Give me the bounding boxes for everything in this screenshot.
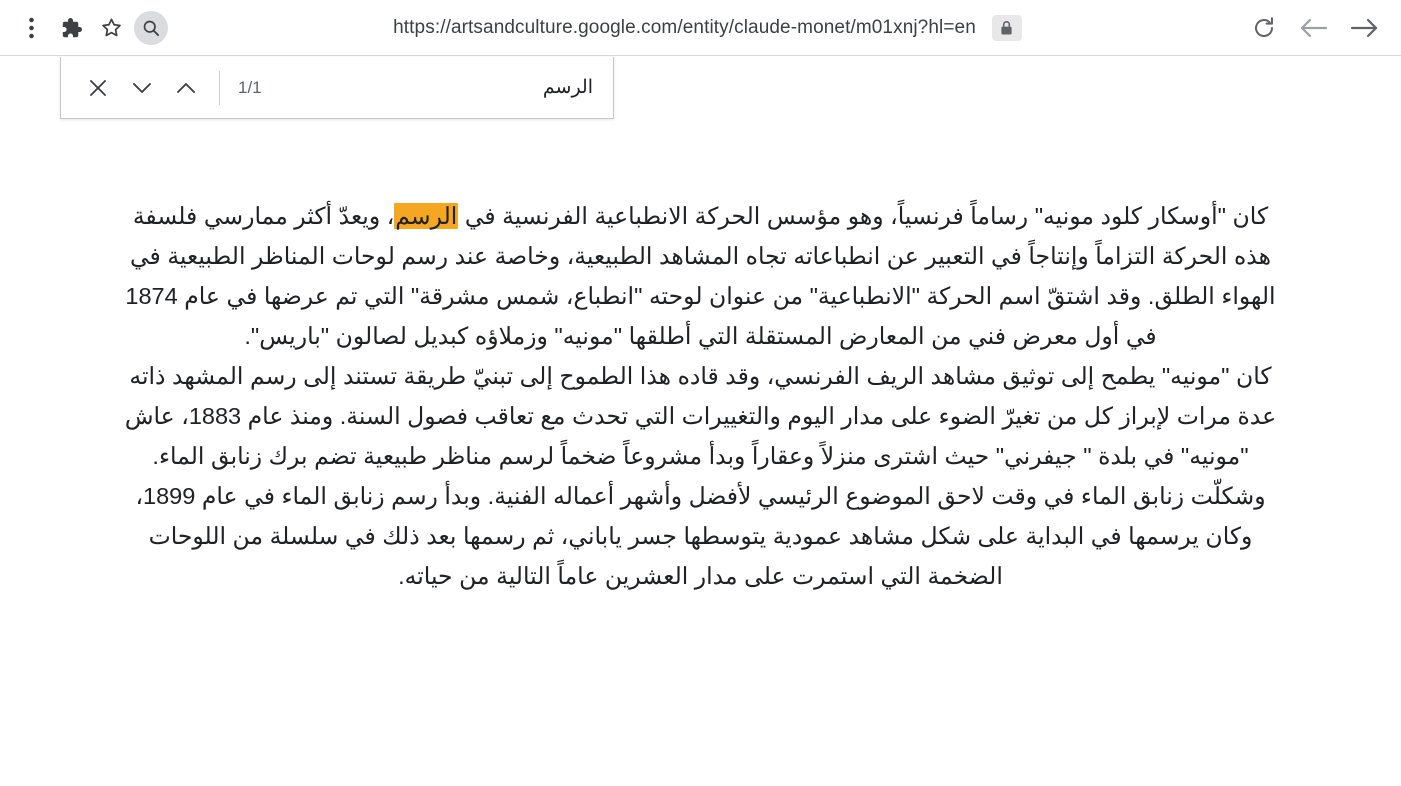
article-paragraph-2 [115, 356, 1287, 596]
lock-icon [992, 15, 1022, 41]
star-icon[interactable] [94, 11, 128, 45]
chevron-down-icon[interactable] [127, 73, 157, 103]
find-input-wrapper [262, 76, 613, 100]
chevron-up-icon[interactable] [171, 73, 201, 103]
puzzle-piece-icon[interactable] [54, 11, 88, 45]
article-paragraph-1 [115, 196, 1287, 356]
browser-toolbar [0, 0, 1401, 56]
search-highlight: الرسم [395, 203, 458, 229]
toolbar-right-group [1247, 11, 1401, 45]
back-arrow-icon[interactable] [1297, 11, 1331, 45]
find-input[interactable] [262, 76, 595, 100]
forward-arrow-icon[interactable] [1347, 11, 1381, 45]
kebab-menu-icon[interactable] [14, 11, 48, 45]
find-match-count: 1/1 [238, 77, 262, 97]
address-bar-url: https://artsandculture.google.com/entity/claude-monet/m01xnj?hl=en [393, 16, 976, 38]
find-bar [60, 57, 614, 119]
page-content [0, 56, 1401, 596]
find-bar-controls [61, 73, 201, 103]
reload-icon[interactable] [1247, 11, 1281, 45]
toolbar-left-group [0, 11, 168, 45]
paragraph-1-segment-1: كان "أوسكار كلود مونيه" رساماً فرنسياً، وهو مؤسس الحركة الانطباعية الفرنسية في [458, 203, 1269, 229]
article-body [115, 196, 1287, 596]
paragraph-2-segment-1: كان "مونيه" يطمح إلى توثيق مشاهد الريف الفرنسي، وقد قاده هذا الطموح إلى تبنيّ طريقة تستند إلى رسم المشهد ذاته عدة مرات لإبراز كل من تغيرّ الضوء على مدار اليوم والتغييرات التي تحدث مع تعاقب فصول السنة. ومنذ عام 1883، عاش "مونيه" في بلدة " جيفرني" حيث اشترى منزلاً وعقاراً وبدأ مشروعاً ضخماً لرسم مناظر طبيعية تضم برك زنابق الماء. وشكلّت زنابق الماء في وقت لاحق الموضوع الرئيسي لأفضل وأشهر أعماله الفنية. وبدأ رسم زنابق الماء في عام 1899، وكان يرسمها في البداية على شكل مشاهد عمودية يتوسطها جسر ياباني، ثم رسمها بعد ذلك في سلسلة من اللوحات الضخمة التي استمرت على مدار العشرين عاماً التالية من حياته. [124, 363, 1277, 589]
address-bar[interactable] [168, 0, 1247, 56]
paragraph-1-segment-3: ، ويعدّ أكثر ممارسي فلسفة هذه الحركة التزاماً وإنتاجاً في التعبير عن انطباعاته تجاه المشاهد الطبيعية، وخاصة عند رسم لوحات المناظر الطبيعية في الهواء الطلق. وقد اشتقّ اسم الحركة "الانطباعية" من عنوان لوحته "انطباع، شمس مشرقة" التي تم عرضها في عام 1874 في أول معرض فني من المعارض المستقلة التي أطلقها "مونيه" وزملاؤه كبديل لصالون "باريس". [125, 203, 1276, 349]
close-icon[interactable] [83, 73, 113, 103]
find-in-page-icon[interactable] [134, 11, 168, 45]
